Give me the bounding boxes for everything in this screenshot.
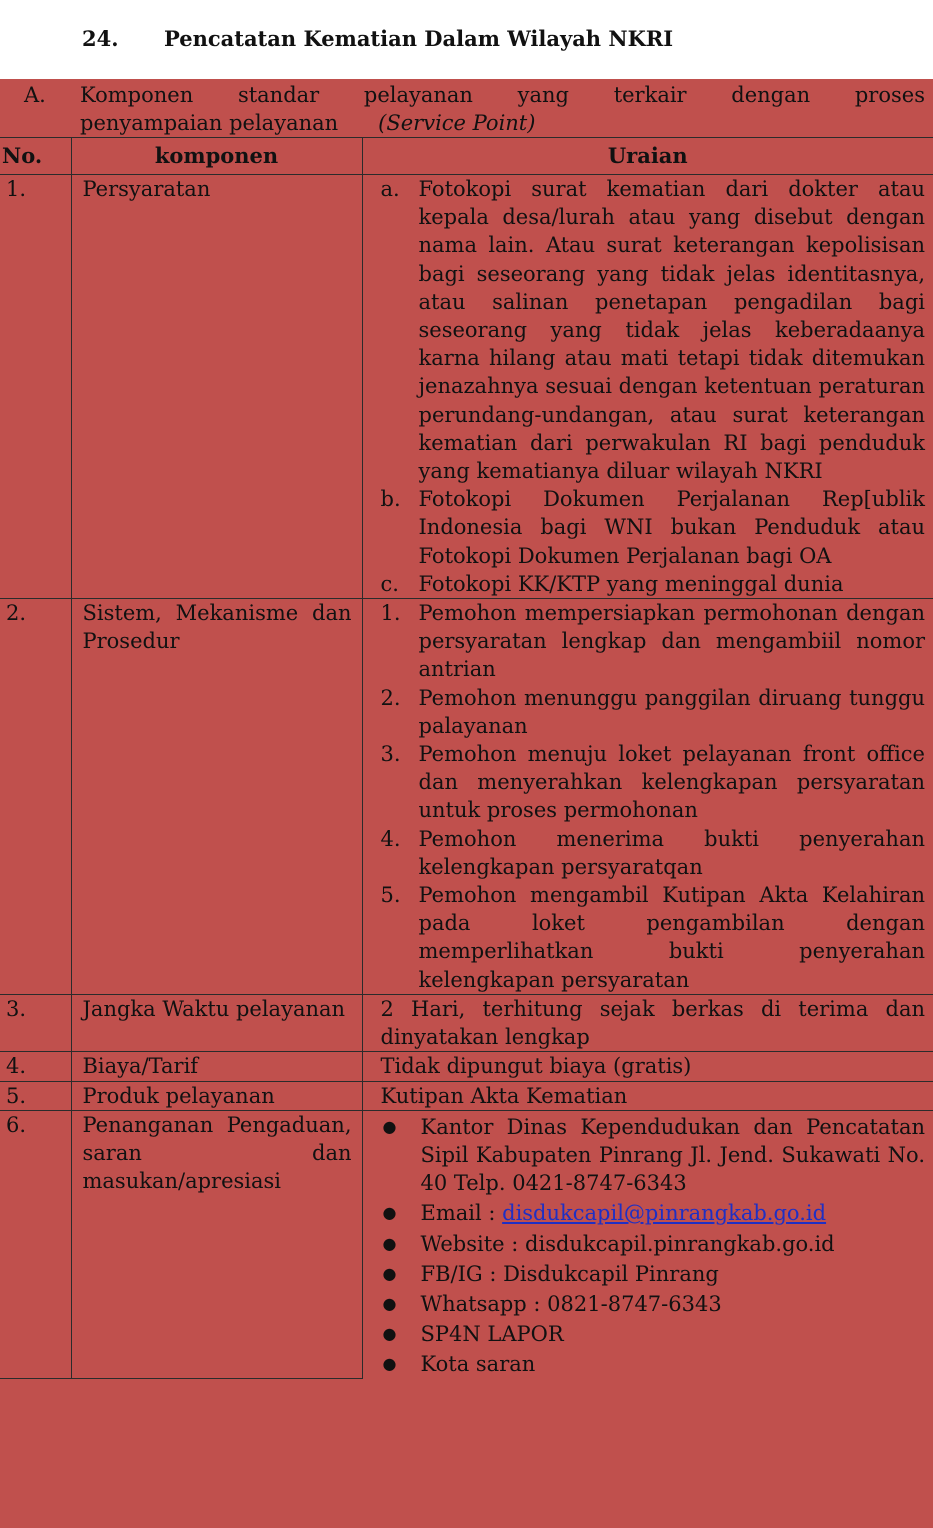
list-text: Fotokopi KK/KTP yang meninggal dunia [418,571,844,596]
row-uraian: 2 Hari, terhitung sejak berkas di terima dan dinyatakan lengkap [362,994,933,1051]
heading-word: pelayanan [363,83,473,107]
row-number: 3. [0,994,71,1051]
table-row [0,994,933,1051]
column-header-no: No. [0,138,71,175]
list-marker: b. [380,487,401,512]
contact-item-email [381,1199,926,1227]
row-komponen: Persyaratan [71,175,362,599]
row-number: 6. [0,1110,71,1378]
social-text: FB/IG : Disdukcapil Pinrang [420,1261,719,1286]
row-komponen: Produk pelayanan [71,1081,362,1110]
row-komponen: Penanganan Pengaduan, saran dan masukan/apresiasi [71,1110,362,1378]
list-item [381,684,926,740]
section-heading-line2 [80,109,535,137]
section-number: 24. [82,26,119,51]
list-item [381,825,926,881]
list-text: Pemohon mempersiapkan permohonan dengan persyaratan lengkap dan mengambiil nomor antrian [418,601,925,682]
column-header-uraian: Uraian [362,138,933,175]
row-komponen: Sistem, Mekanisme dan Prosedur [71,599,362,995]
service-table [0,137,933,1379]
row-number: 1. [0,175,71,599]
list-item [381,740,926,825]
heading-word: yang [517,83,569,107]
email-label: Email : [420,1201,503,1226]
section-heading-line1 [80,81,925,109]
list-item [381,599,926,684]
row-number: 5. [0,1081,71,1110]
bullet-icon: ● [382,1203,397,1223]
lapor-text: SP4N LAPOR [420,1322,564,1347]
row-uraian: Tidak dipungut biaya (gratis) [362,1052,933,1081]
row-uraian [362,175,933,599]
row-number: 2. [0,599,71,995]
website-text: Website : disdukcapil.pinrangkab.go.id [420,1231,835,1256]
row-komponen: Jangka Waktu pelayanan [71,994,362,1051]
heading-word: Komponen [80,83,194,107]
list-text: Fotokopi Dokumen Perjalanan Rep[ublik Indonesia bagi WNI bukan Penduduk atau Fotokopi Dokumen Perjalanan bagi OA [418,487,925,568]
list-marker: a. [380,177,400,201]
office-address: Kantor Dinas Kependudukan dan Pencatatan Sipil Kabupaten Pinrang Jl. Jend. Sukawati No. 40 Telp. 0421-8747-6343 [420,1114,925,1196]
contact-item-social [381,1260,926,1288]
heading-word: terkair [613,83,687,107]
list-item [381,485,926,570]
row-uraian: Kutipan Akta Kematian [362,1081,933,1110]
table-row [0,175,933,599]
title-text: Pencatatan Kematian Dalam Wilayah NKRI [164,26,674,51]
list-text: Pemohon menunggu panggilan diruang tunggu palayanan [418,685,925,738]
section-letter: A. [24,83,46,107]
service-standard-sheet [0,79,933,1528]
bullet-icon: ● [382,1233,397,1253]
list-text: Fotokopi surat kematian dari dokter atau kepala desa/lurah atau yang disebut dengan nama lain. Atau surat keterangan kepolisisan bagi seseorang yang tidak jelas identitasnya, atau salinan penetapan pengadilan bagi seseorang yang tidak jelas keberadaanya karna hilang atau mati tetapi tidak ditemukan jenazahnya sesuai dengan ketentuan peraturan perundang-undangan, atau surat keterangan kematian dari perwakulan RI bagi penduduk yang kematianya diluar wilayah NKRI [418,177,925,484]
bullet-icon: ● [382,1116,397,1136]
contact-item-whatsapp [381,1290,926,1318]
row-uraian [362,599,933,995]
table-row [0,599,933,995]
service-point-label: (Service Point) [378,111,536,135]
list-marker: c. [380,571,399,596]
list-text: Pemohon menerima bukti penyerahan kelengkapan persyaratqan [418,826,925,879]
table-row [0,1052,933,1081]
bullet-icon: ● [382,1293,397,1313]
heading-word: proses [854,83,925,107]
bullet-icon: ● [382,1354,397,1374]
contact-item-office [381,1113,926,1198]
list-marker: 5. [380,883,401,908]
list-item [381,881,926,994]
bullet-icon: ● [382,1324,397,1344]
list-marker: 3. [380,742,401,767]
contact-item-website [381,1230,926,1258]
row-uraian [362,1110,933,1378]
list-text: Pemohon mengambil Kutipan Akta Kelahiran pada loket pengambilan dengan memperlihatkan bukti penyerahan kelengkapan persyaratan [418,883,925,992]
row-number: 4. [0,1052,71,1081]
heading-word: standar [237,83,320,107]
bullet-icon: ● [382,1263,397,1283]
list-marker: 4. [380,826,401,851]
list-marker: 2. [380,685,401,710]
section-heading [0,79,933,137]
contact-item-lapor [381,1320,926,1348]
column-header-komponen: komponen [71,138,362,175]
whatsapp-text: Whatsapp : 0821-8747-6343 [420,1291,722,1316]
table-row [0,1081,933,1110]
page-title [82,26,673,51]
suggestion-box-text: Kota saran [420,1352,536,1377]
list-item [381,570,926,598]
table-header-row [0,138,933,175]
list-text: Pemohon menuju loket pelayanan front office dan menyerahkan kelengkapan persyaratan untuk proses permohonan [418,742,925,823]
row-komponen: Biaya/Tarif [71,1052,362,1081]
table-row [0,1110,933,1378]
list-item [381,175,926,485]
heading-word: dengan [731,83,811,107]
heading-text: penyampaian pelayanan [80,111,339,135]
contact-item-suggestion-box [381,1350,926,1378]
list-marker: 1. [380,601,401,626]
email-link[interactable]: disdukcapil@pinrangkab.go.id [502,1201,827,1226]
